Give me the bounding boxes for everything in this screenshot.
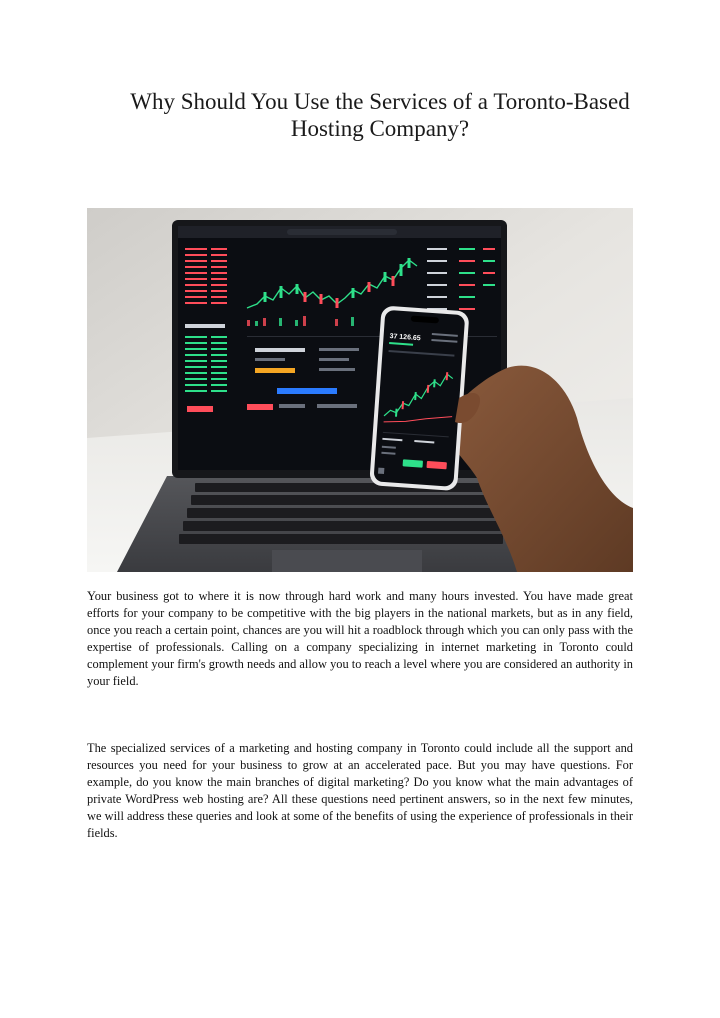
laptop-trackpad xyxy=(272,550,422,572)
smartphone xyxy=(369,305,469,491)
body-paragraph-1: Your business got to where it is now through hard work and many hours invested. You have made great efforts for your company to be competitive with the big players in the national markets, but as in any field, once you reach a certain point, chances are you will hit a roadblock through which you can only pass with the expertise of professionals. Calling on a company specializing in internet marketing in Toronto could complement your firm's growth needs and allow you to reach a level where you are considered an authority in your field. xyxy=(87,589,633,688)
body-paragraph-2: The specialized services of a marketing and hosting company in Toronto could include all the support and resources you need for your business to grow at an accelerated pace. But you may have questions. For example, do you know the main branches of digital marketing? Do you know what the main advantages of private WordPress web hosting are? All these questions need pertinent answers, so in the next few minutes, we will address these queries and look at some of the benefits of using the experience of professionals in their fields. xyxy=(87,741,633,840)
hero-image xyxy=(87,208,633,572)
trading-laptop-phone-photo xyxy=(87,208,633,572)
page-title: Why Should You Use the Services of a Toronto-Based Hosting Company? xyxy=(130,89,630,141)
phone-price: 37 126.65 xyxy=(389,333,421,343)
